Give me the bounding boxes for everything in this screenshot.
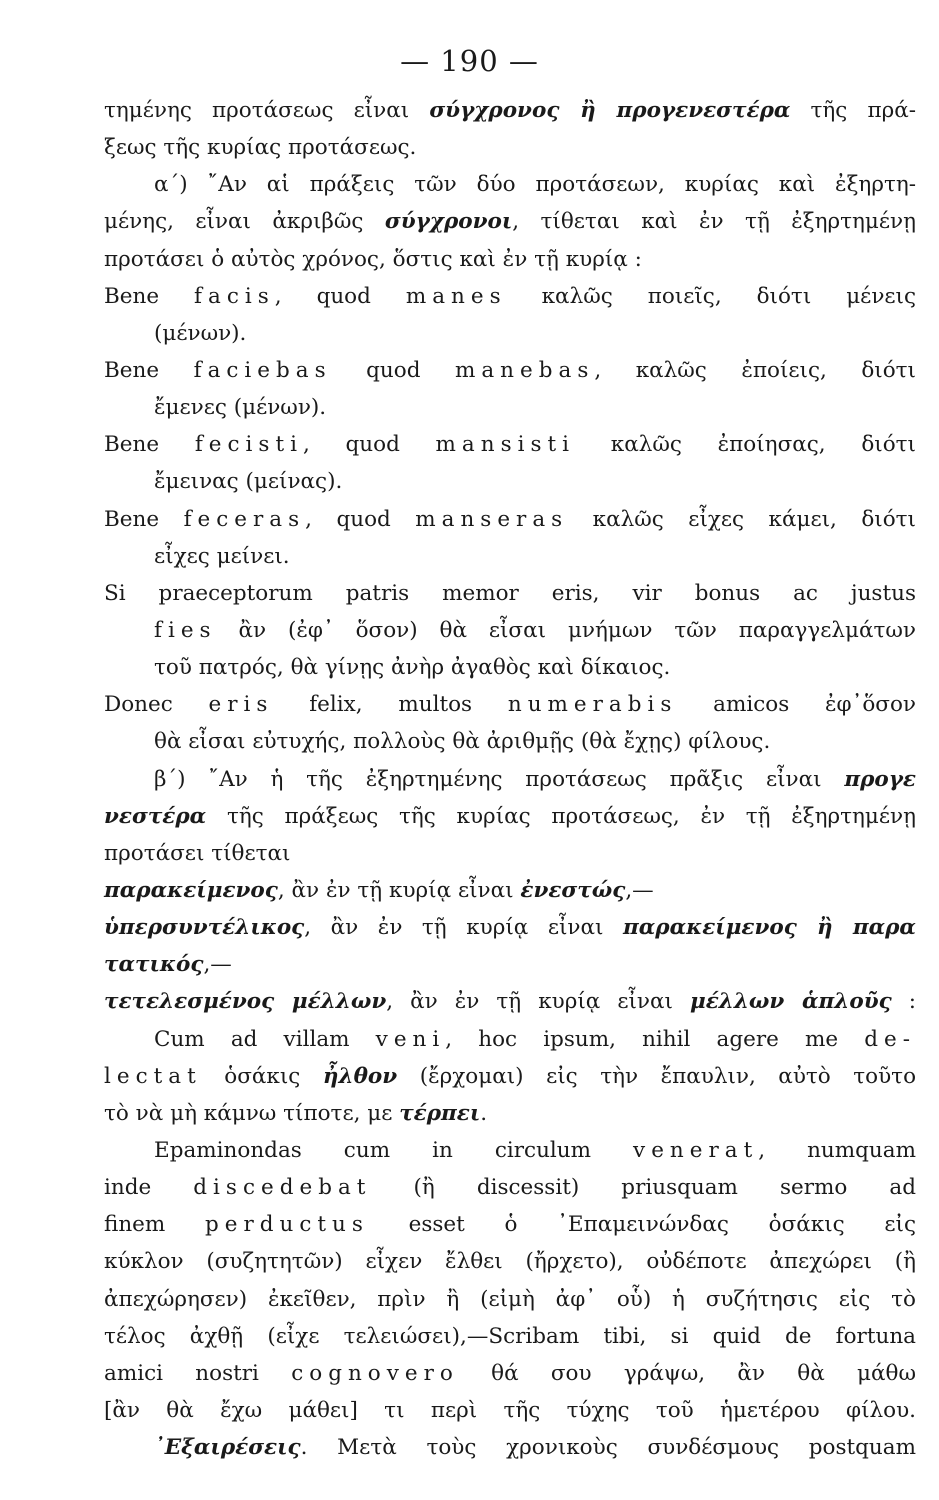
text-run: inde: [104, 1175, 194, 1201]
text-line: [104, 1281, 916, 1318]
spaced-latin-verb: perductus: [205, 1212, 369, 1238]
text-line: [104, 1318, 916, 1355]
text-run: Epaminondas cum in circulum: [154, 1137, 634, 1163]
spaced-latin-verb: feceras: [183, 506, 306, 532]
text-run: quod: [331, 357, 455, 383]
text-run: β΄) ῎Αν ἡ τῆς ἐξηρτημένης προτάσεως πρᾶξις εἶναι: [154, 766, 845, 792]
emphasis-term: τατικός: [104, 952, 204, 978]
text-run: προτάσει ὁ αὐτὸς χρόνος, ὅστις καὶ ἐν τῇ κυρίᾳ :: [104, 246, 642, 272]
text-line: [104, 835, 916, 872]
emphasis-term: ἐνεστώς: [520, 877, 626, 903]
spaced-latin-verb: veni: [375, 1026, 446, 1052]
emphasis-term: ὑπερσυντέλικος: [104, 915, 305, 941]
text-line: [104, 1392, 916, 1429]
spaced-latin-verb: cognovero: [291, 1360, 459, 1386]
text-run: κύκλον (συζητητῶν) εἶχεν ἔλθει (ἤρχετο), οὐδέποτε ἀπεχώρει (ἢ: [104, 1249, 916, 1275]
text-run: α΄) ῎Αν αἱ πράξεις τῶν δύο προτάσεων, κυρίας καὶ ἐξηρτη-: [154, 172, 916, 198]
text-line: [104, 203, 916, 240]
text-run: , ἂν ἐν τῇ κυρίᾳ εἶναι: [277, 877, 521, 903]
text-run: [ἂν θὰ ἔχω μάθει] τι περὶ τῆς τύχης τοῦ ἡμετέρου φίλου.: [104, 1397, 916, 1423]
text-run: Bene: [104, 283, 195, 309]
spaced-latin-verb: de-: [864, 1026, 917, 1052]
text-line: [104, 538, 916, 575]
text-line: [104, 501, 916, 538]
text-line: [104, 426, 916, 463]
text-run: τῆς πράξεως τῆς κυρίας προτάσεως, ἐν τῇ ἐξηρτημένῃ: [206, 803, 916, 829]
text-run: Donec: [104, 692, 209, 718]
text-run: τῆς πρά-: [790, 98, 917, 123]
text-run: :: [891, 989, 916, 1015]
text-run: ἔμενες (μένων).: [154, 395, 327, 421]
emphasis-term: παρακείμενος: [104, 877, 278, 903]
text-run: τὸ νὰ μὴ κάμνω τίποτε, με: [104, 1100, 400, 1126]
text-line: [104, 1243, 916, 1280]
text-line: [104, 1058, 916, 1095]
text-line: [104, 872, 916, 909]
text-line: [104, 1206, 916, 1243]
spaced-latin-verb: numerabis: [507, 692, 678, 718]
spaced-latin-verb: fecisti: [194, 432, 303, 458]
text-line: [104, 1355, 916, 1392]
text-run: τημένης προτάσεως εἶναι: [104, 98, 430, 123]
text-run: , ἂν ἐν τῇ κυρίᾳ εἶναι: [304, 915, 623, 941]
text-run: felix, multos: [273, 692, 508, 718]
text-line: [104, 946, 916, 983]
text-run: , ἂν ἐν τῇ κυρίᾳ εἶναι: [386, 989, 690, 1015]
text-run: (ἢ discessit) priusquam sermo ad: [371, 1175, 916, 1201]
text-line: [104, 1169, 916, 1206]
emphasis-term: νεστέρα: [104, 803, 207, 829]
text-run: θὰ εἶσαι εὐτυχής, πολλοὺς θὰ ἀριθμῇς (θὰ ἔχῃς) φίλους.: [154, 729, 771, 755]
spaced-latin-verb: mansisti: [435, 432, 576, 458]
text-run: , quod: [274, 283, 406, 309]
text-run: finem: [104, 1212, 205, 1238]
text-run: τοῦ πατρός, θὰ γίνῃς ἀνὴρ ἀγαθὸς καὶ δίκαιος.: [154, 655, 671, 681]
spaced-latin-verb: facis: [194, 283, 275, 309]
emphasis-term: σύγχρονος ἢ προγενεστέρα: [429, 98, 791, 123]
spaced-latin-verb: manes: [405, 283, 507, 309]
text-line: [104, 649, 916, 686]
emphasis-term: σύγχρονοι: [384, 209, 513, 235]
spaced-latin-verb: manseras: [415, 506, 569, 532]
text-line: [104, 92, 916, 129]
text-line: [104, 1095, 916, 1132]
text-line: [104, 798, 916, 835]
text-run: , quod: [302, 432, 436, 458]
text-run: (ἔρχομαι) εἰς τὴν ἔπαυλιν, αὐτὸ τοῦτο: [397, 1063, 917, 1089]
spaced-latin-verb: lectat: [104, 1063, 202, 1089]
text-line: [104, 1429, 916, 1466]
text-run: ἂν (ἐφ᾿ ὅσον) θὰ εἶσαι μνήμων τῶν παραγγελμάτων: [216, 617, 916, 643]
text-run: θά σου γράψω, ἂν θὰ μάθω: [458, 1360, 916, 1386]
spaced-latin-verb: faciebas: [193, 357, 332, 383]
text-line: [104, 463, 916, 500]
text-run: καλῶς εἶχες κάμει, διότι: [568, 506, 916, 532]
text-line: [104, 983, 916, 1020]
text-run: .: [480, 1100, 488, 1126]
emphasis-term: τέρπει: [399, 1100, 481, 1126]
text-line: [104, 129, 916, 166]
text-run: μένης, εἶναι ἀκριβῶς: [104, 209, 385, 235]
text-run: , numquam: [758, 1137, 916, 1163]
emphasis-term: ἦλθον: [322, 1063, 398, 1089]
text-line: [104, 241, 916, 278]
text-run: Si praeceptorum patris memor eris, vir bonus ac justus: [104, 580, 916, 606]
emphasis-term: προγε: [844, 766, 916, 792]
text-line: [104, 761, 916, 798]
spaced-latin-verb: manebas: [454, 357, 595, 383]
emphasis-term: παρακείμενος ἢ παρα: [622, 915, 916, 941]
text-body: [104, 92, 916, 1466]
text-run: τέλος ἀχθῇ (εἶχε τελειώσει),—Scribam tibi, si quid de fortuna: [104, 1323, 916, 1349]
spaced-latin-verb: fies: [154, 617, 217, 643]
text-line: [104, 612, 916, 649]
text-run: , quod: [305, 506, 416, 532]
text-run: , hoc ipsum, nihil agere me: [445, 1026, 865, 1052]
spaced-latin-verb: eris: [208, 692, 274, 718]
text-line: [104, 1132, 916, 1169]
text-run: , καλῶς ἐποίεις, διότι: [594, 357, 916, 383]
text-line: [104, 723, 916, 760]
text-run: amicos ἐφ᾿ὅσον: [677, 692, 916, 718]
text-line: [104, 315, 916, 352]
text-line: [104, 352, 916, 389]
text-run: καλῶς ἐποίησας, διότι: [575, 432, 916, 458]
text-run: Bene: [104, 357, 194, 383]
emphasis-term: μέλλων ἁπλοῦς: [689, 989, 892, 1015]
page-number: — 190 —: [400, 44, 539, 78]
text-run: ,—: [625, 877, 654, 903]
text-run: ὁσάκις: [201, 1063, 323, 1089]
text-line: [104, 575, 916, 612]
text-run: . Μετὰ τοὺς χρονικοὺς συνδέσμους postquam: [300, 1435, 916, 1461]
text-run: Bene: [104, 506, 184, 532]
text-run: καλῶς ποιεῖς, διότι μένεις: [506, 283, 916, 309]
spaced-latin-verb: discedebat: [193, 1175, 372, 1201]
text-line: [104, 909, 916, 946]
text-run: esset ὁ ᾿Επαμεινώνδας ὁσάκις εἰς: [368, 1212, 916, 1238]
text-run: ,—: [203, 952, 232, 978]
text-line: [104, 686, 916, 723]
spaced-latin-verb: venerat: [633, 1137, 759, 1163]
text-run: ἀπεχώρησεν) ἐκεῖθεν, πρὶν ἢ (εἰμὴ ἀφ᾿ οὗ) ἡ συζήτησις εἰς τὸ: [104, 1286, 916, 1312]
text-run: , τίθεται καὶ ἐν τῇ ἐξηρτημένῃ: [512, 209, 916, 235]
text-run: Cum ad villam: [154, 1026, 376, 1052]
text-line: [104, 1021, 916, 1058]
text-run: ξεως τῆς κυρίας προτάσεως.: [104, 135, 417, 161]
text-line: [104, 278, 916, 315]
text-run: (μένων).: [154, 320, 247, 346]
text-run: amici nostri: [104, 1360, 292, 1386]
text-run: ἔμεινας (μείνας).: [154, 469, 343, 495]
emphasis-term: τετελεσμένος μέλλων: [104, 989, 387, 1015]
text-run: εἶχες μείνει.: [154, 543, 290, 569]
text-run: προτάσει τίθεται: [104, 840, 291, 866]
text-run: Bene: [104, 432, 195, 458]
text-line: [104, 389, 916, 426]
text-line: [104, 166, 916, 203]
emphasis-term: ᾿Εξαιρέσεις: [154, 1435, 301, 1461]
